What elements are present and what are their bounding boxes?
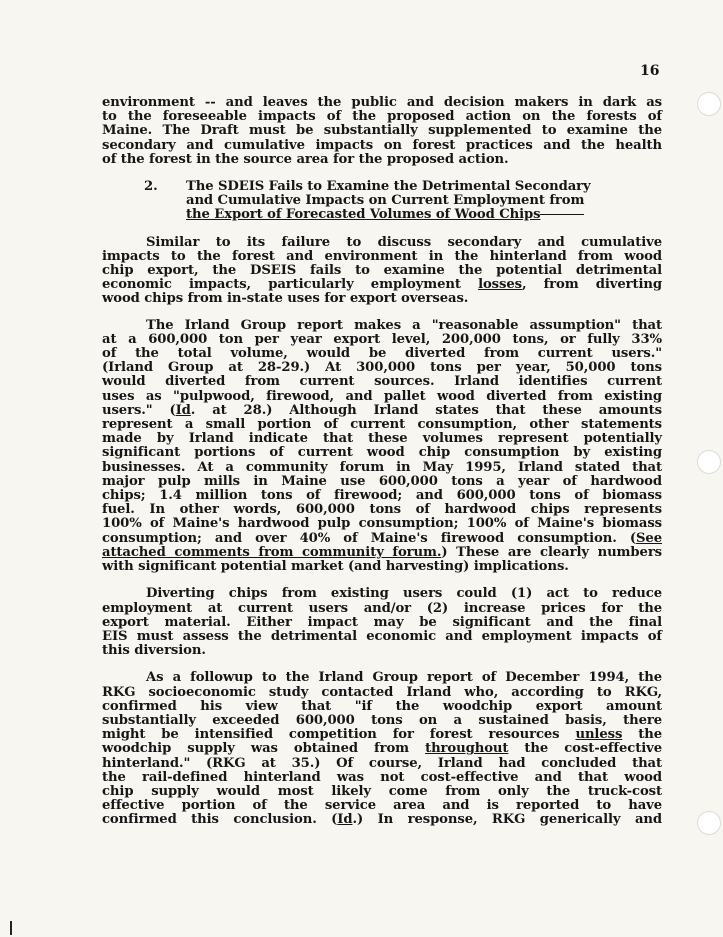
heading-underlined-text: the Export of Forecasted Volumes of Wood Chips — [186, 207, 541, 223]
text-run: confirmed this conclusion. ( — [102, 812, 338, 828]
text-line: secondary and cumulative impacts on forest practices and the health — [102, 137, 662, 153]
text-run: woodchip supply was obtained from — [102, 741, 426, 757]
underlined-text: See — [635, 530, 662, 546]
text-line: effective portion of the service area and is reported to have — [102, 798, 662, 814]
underlined-text: Id — [337, 812, 353, 828]
document-body — [102, 96, 662, 828]
text-line: Maine. The Draft must be substantially supplemented to examine the — [102, 123, 662, 139]
underlined-text: losses — [478, 277, 522, 293]
text-line: environment -- and leaves the public and decision makers in dark as — [102, 95, 662, 110]
text-run: the cost-effective — [508, 741, 662, 757]
underlined-text: throughout — [425, 741, 509, 757]
underlined-text: Id — [175, 402, 191, 418]
text-run: . at 28.) Although Irland states that these amounts — [190, 402, 662, 418]
text-line: significant portions of current wood chip consumption by existing — [102, 445, 662, 461]
text-line: of the total volume, would be diverted from current users." — [102, 346, 662, 362]
hole-punch-mark — [697, 811, 721, 835]
text-line: chip export, the DSEIS fails to examine the potential detrimental — [102, 263, 662, 279]
text-line — [102, 532, 662, 546]
scan-edge-mark — [10, 921, 12, 935]
text-run: .) In response, RKG generically and — [352, 812, 662, 828]
text-run: might be intensified competition for forest resources — [102, 727, 576, 743]
heading-line — [186, 208, 662, 222]
text-run: economic impacts, particularly employment — [102, 277, 479, 293]
text-line: would diverted from current sources. Irland identifies current — [102, 374, 662, 390]
text-line — [102, 813, 662, 827]
text-line: wood chips from in-state uses for export overseas. — [102, 291, 469, 307]
heading-underline-extension — [540, 213, 584, 215]
text-line: hinterland." (RKG at 35.) Of course, Irland had concluded that — [102, 755, 662, 771]
text-run: , from diverting — [521, 277, 663, 293]
text-line: Diverting chips from existing users could (1) act to reduce — [146, 586, 662, 602]
text-line: businesses. At a community forum in May 1995, Irland stated that — [102, 459, 662, 475]
text-line: RKG socioeconomic study contacted Irland who, according to RKG, — [102, 684, 662, 700]
text-line — [102, 742, 662, 756]
text-line: Similar to its failure to discuss secondary and cumulative — [146, 234, 662, 250]
heading-line: The SDEIS Fails to Examine the Detrimental Secondary — [186, 179, 591, 195]
paragraph — [102, 319, 662, 575]
hole-punch-mark — [697, 450, 721, 474]
page-number: 16 — [640, 63, 660, 79]
text-line: major pulp mills in Maine use 600,000 tons a year of hardwood — [102, 473, 662, 489]
text-line: to the foreseeable impacts of the proposed action on the forests of — [102, 109, 662, 125]
text-line: the rail-defined hinterland was not cost-effective and that wood — [102, 769, 662, 785]
text-line: substantially exceeded 600,000 tons on a sustained basis, there — [102, 712, 662, 728]
text-line: at a 600,000 ton per year export level, 200,000 tons, or fully 33% — [102, 331, 662, 347]
text-run: the — [622, 727, 662, 743]
section-heading — [102, 180, 662, 223]
text-line: (Irland Group at 28-29.) At 300,000 tons per year, 50,000 tons — [102, 360, 662, 376]
paragraph — [102, 671, 662, 827]
text-line — [102, 404, 662, 418]
text-line: made by Irland indicate that these volumes represent potentially — [102, 431, 662, 447]
text-run: ) These are clearly numbers — [441, 544, 662, 560]
text-line: impacts to the forest and environment in the hinterland from wood — [102, 248, 662, 264]
text-line: The Irland Group report makes a "reasonable assumption" that — [146, 317, 662, 333]
underlined-text: unless — [575, 727, 623, 743]
hole-punch-mark — [697, 92, 721, 116]
text-run: consumption; and over 40% of Maine's firewood consumption. ( — [102, 530, 636, 546]
text-line: confirmed his view that "if the woodchip export amount — [102, 698, 662, 714]
underlined-text: attached comments from community forum. — [102, 544, 442, 560]
text-line: uses as "pulpwood, firewood, and pallet wood diverted from existing — [102, 388, 662, 404]
text-line: chip supply would most likely come from only the truck-cost — [102, 783, 662, 799]
text-line: As a followup to the Irland Group report of December 1994, the — [146, 670, 662, 686]
text-line: represent a small portion of current consumption, other statements — [102, 417, 662, 433]
paragraph-continuation — [102, 96, 662, 167]
text-line: employment at current users and/or (2) increase prices for the — [102, 600, 662, 616]
text-line: this diversion. — [102, 643, 206, 659]
text-run: users." ( — [102, 402, 176, 418]
section-number: 2. — [144, 179, 158, 195]
text-line: 100% of Maine's hardwood pulp consumption; 100% of Maine's biomass — [102, 516, 662, 532]
text-line: fuel. In other words, 600,000 tons of hardwood chips represents — [102, 502, 662, 518]
text-line — [102, 546, 662, 560]
text-line: EIS must assess the detrimental economic and employment impacts of — [102, 628, 662, 644]
paragraph — [102, 236, 662, 307]
paragraph — [102, 587, 662, 658]
text-line: chips; 1.4 million tons of firewood; and 600,000 tons of biomass — [102, 488, 662, 504]
heading-line: and Cumulative Impacts on Current Employment from — [186, 193, 585, 209]
text-line — [102, 278, 662, 292]
text-line: export material. Either impact may be significant and the final — [102, 614, 662, 630]
text-line — [102, 728, 662, 742]
text-line: of the forest in the source area for the proposed action. — [102, 151, 509, 167]
text-line: with significant potential market (and harvesting) implications. — [102, 559, 569, 575]
